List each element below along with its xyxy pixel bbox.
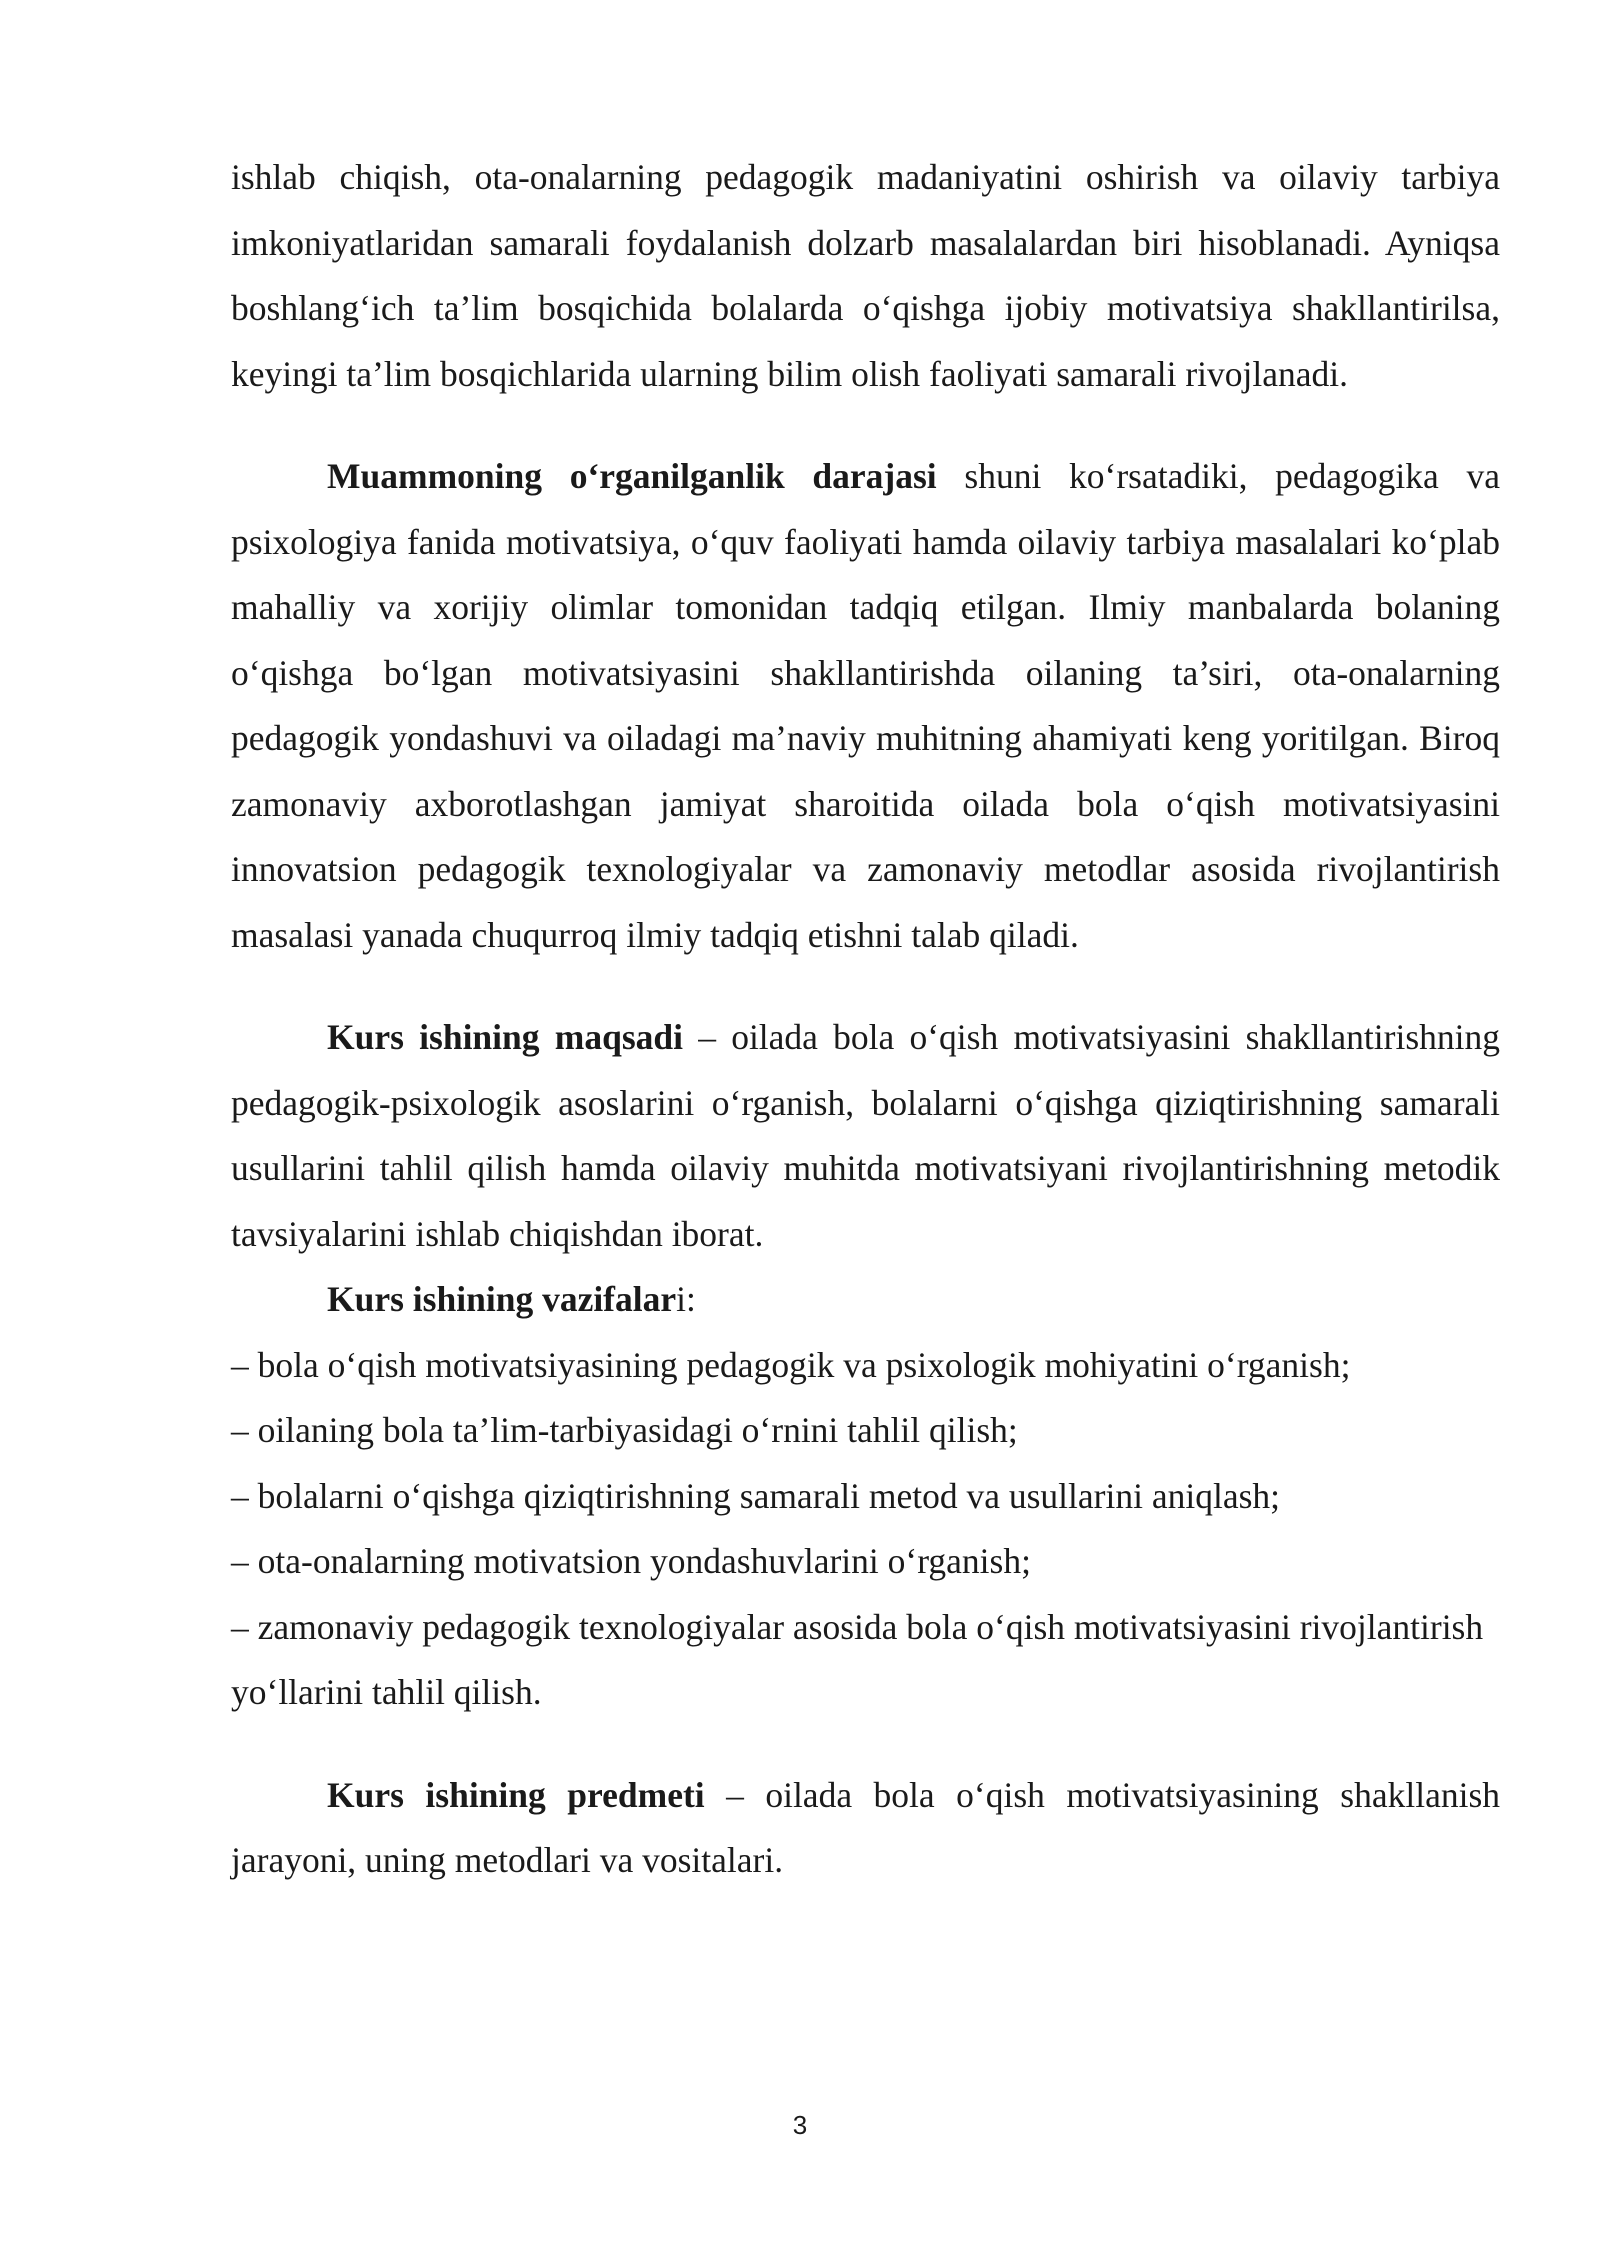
tasks-heading-bold: Kurs ishining vazifalar [327, 1279, 677, 1319]
goal-text: – oilada bola o‘qish motivatsiyasini shakllantirishning pedagogik-psixologik asoslarini o‘rganish, bolalarni o‘qishga qiziqtirishning samarali usullarini tahlil qilish hamda oilaviy muhitda motivatsiyani rivojlantirishning metodik tavsiyalarini ishlab chiqishdan iborat. [231, 1017, 1500, 1254]
task-item: – oilaning bola ta’lim-tarbiyasidagi o‘rnini tahlil qilish; [231, 1410, 1018, 1450]
task-item: – ota-onalarning motivatsion yondashuvlarini o‘rganish; [231, 1541, 1031, 1581]
task-item: – bola o‘qish motivatsiyasining pedagogik va psixologik mohiyatini o‘rganish; [231, 1344, 1351, 1385]
goal-heading: Kurs ishining maqsadi [327, 1017, 683, 1057]
task-item: – bolalarni o‘qishga qiziqtirishning samarali metod va usullarini aniqlash; [231, 1475, 1281, 1516]
subject-paragraph [231, 1763, 1500, 1894]
task-item: – zamonaviy pedagogik texnologiyalar asosida bola o‘qish motivatsiyasini rivojlantirish yo‘llarini tahlil qilish. [231, 1606, 1484, 1712]
intro-text: ishlab chiqish, ota-onalarning pedagogik madaniyatini oshirish va oilaviy tarbiya imkoniyatlaridan samarali foydalanish dolzarb masalalardan biri hisoblanadi. Ayniqsa boshlang‘ich ta’lim bosqichida bolalarda o‘qishga ijobiy motivatsiya shakllantirilsa, keyingi ta’lim bosqichlarida ularning bilim olish faoliyati samarali rivojlanadi. [231, 157, 1500, 394]
research-level-heading: Muammoning o‘rganilganlik darajasi [327, 456, 937, 496]
page-number: 3 [792, 2110, 808, 2140]
subject-text: – oilada bola o‘qish motivatsiyasining shakllanish jarayoni, uning metodlari va vositalari. [231, 1774, 1501, 1880]
research-level-text: shuni ko‘rsatadiki, pedagogika va psixologiya fanida motivatsiya, o‘quv faoliyati hamda oilaviy tarbiya masalalari ko‘plab mahalliy va xorijiy olimlar tomonidan tadqiq etilgan. Ilmiy manbalarda bolaning o‘qishga bo‘lgan motivatsiyasini shakllantirishda oilaning ta’siri, ota-onalarning pedagogik yondashuvi va oiladagi ma’naviy muhitning ahamiyati keng yoritilgan. Biroq zamonaviy axborotlashgan jamiyat sharoitida oilada bola o‘qish motivatsiyasini innovatsion pedagogik texnologiyalar va zamonaviy metodlar asosida rivojlantirish masalasi yanada chuqurroq ilmiy tadqiq etishni talab qiladi. [231, 456, 1500, 955]
intro-paragraph [231, 145, 1500, 407]
tasks-heading-tail: i: [676, 1279, 696, 1319]
goal-paragraph [231, 1005, 1500, 1267]
page-body [231, 145, 1500, 1894]
research-level-paragraph [231, 444, 1500, 968]
subject-heading: Kurs ishining predmeti [327, 1774, 705, 1815]
tasks-heading [231, 1267, 1500, 1333]
